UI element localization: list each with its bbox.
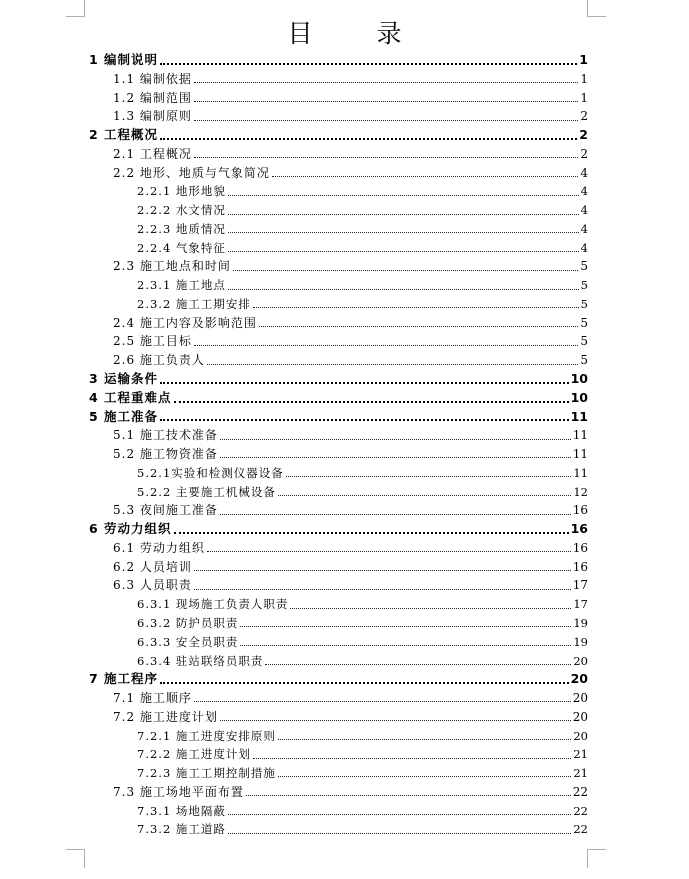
- toc-entry[interactable]: [89, 539, 588, 558]
- toc-entry[interactable]: [89, 595, 588, 614]
- dot-leader: [246, 794, 571, 796]
- toc-entry-page-number: 2: [579, 127, 588, 143]
- toc-entry-page-number: 16: [572, 559, 588, 574]
- toc-entry-label: 7.2.1 施工进度安排原则: [137, 728, 276, 743]
- toc-entry-page-number: 1: [579, 52, 588, 67]
- toc-entry[interactable]: [89, 51, 588, 70]
- toc-entry[interactable]: [89, 670, 588, 689]
- dot-leader: [290, 607, 571, 609]
- toc-entry[interactable]: [89, 764, 588, 783]
- toc-entry-label: 1.1 编制依据: [113, 71, 192, 86]
- toc-entry-page-number: 22: [573, 803, 588, 818]
- toc-entry-label: 7.3.1 场地隔蔽: [137, 803, 226, 818]
- toc-entry[interactable]: [89, 576, 588, 595]
- toc-entry[interactable]: [89, 107, 588, 126]
- toc-entry-label: 5.3 夜间施工准备: [113, 503, 218, 518]
- toc-entry-page-number: 10: [570, 371, 588, 387]
- toc-entry-page-number: 20: [572, 709, 588, 724]
- toc-entry-page-number: 11: [572, 428, 588, 443]
- toc-entry-label: 5 施工准备: [89, 408, 159, 424]
- toc-entry[interactable]: [89, 276, 588, 295]
- toc-entry[interactable]: [89, 802, 588, 821]
- dot-leader: [207, 363, 578, 365]
- toc-entry-label: 1.3 编制原则: [113, 109, 192, 124]
- toc-entry[interactable]: [89, 332, 588, 351]
- dot-leader: [160, 381, 569, 384]
- toc-entry-label: 7.3 施工场地平面布置: [113, 784, 244, 799]
- toc-title: 目 录: [287, 19, 430, 48]
- dot-leader: [265, 663, 571, 665]
- toc-entry-label: 1.2 编制范围: [113, 90, 192, 105]
- toc-entry-page-number: 10: [570, 389, 588, 405]
- toc-entry-page-number: 17: [572, 578, 588, 593]
- toc-entry-label: 5.2.2 主要施工机械设备: [137, 484, 276, 499]
- dot-leader: [220, 513, 571, 515]
- dot-leader: [160, 681, 569, 684]
- toc-entry[interactable]: [89, 614, 588, 633]
- dot-leader: [194, 81, 578, 83]
- dot-leader: [160, 137, 577, 140]
- toc-entry[interactable]: [89, 257, 588, 276]
- dot-leader: [194, 344, 578, 346]
- dot-leader: [228, 194, 579, 196]
- toc-entry-page-number: 20: [572, 691, 588, 706]
- toc-entry[interactable]: [89, 239, 588, 258]
- toc-entry-label: 4 工程重难点: [89, 389, 172, 405]
- dot-leader: [233, 269, 578, 271]
- toc-entry[interactable]: [89, 89, 588, 108]
- toc-entry[interactable]: [89, 558, 588, 577]
- toc-entry-label: 7 施工程序: [89, 671, 159, 687]
- toc-entry[interactable]: [89, 633, 588, 652]
- toc-entry-label: 2.3 施工地点和时间: [113, 259, 231, 274]
- dot-leader: [228, 213, 579, 215]
- toc-entry[interactable]: [89, 727, 588, 746]
- toc-entry-page-number: 5: [580, 334, 588, 349]
- toc-entry-label: 6.3.3 安全员职责: [137, 634, 239, 649]
- toc-entry-label: 2.6 施工负责人: [113, 353, 205, 368]
- toc-entry[interactable]: [89, 145, 588, 164]
- toc-entry-label: 2.2.3 地质情况: [137, 221, 226, 236]
- toc-entry[interactable]: [89, 520, 588, 539]
- toc-entry[interactable]: [89, 689, 588, 708]
- toc-entry-label: 7.3.2 施工道路: [137, 822, 226, 837]
- toc-entry-label: 7.2 施工进度计划: [113, 709, 218, 724]
- dot-leader: [194, 700, 571, 702]
- crop-mark-bottom-right: [587, 849, 606, 868]
- toc-entry-label: 6.3.2 防护员职责: [137, 615, 239, 630]
- dot-leader: [194, 569, 571, 571]
- dot-leader: [174, 531, 569, 534]
- dot-leader: [228, 832, 571, 834]
- toc-entry-page-number: 22: [572, 784, 588, 799]
- dot-leader: [160, 62, 577, 65]
- toc-entry[interactable]: [89, 70, 588, 89]
- toc-entry[interactable]: [89, 314, 588, 333]
- toc-entry[interactable]: [89, 464, 588, 483]
- toc-entry-page-number: 4: [580, 184, 588, 199]
- toc-entry-page-number: 21: [573, 747, 588, 762]
- table-of-contents: [89, 51, 588, 839]
- toc-entry[interactable]: [89, 126, 588, 145]
- dot-leader: [278, 494, 571, 496]
- toc-entry-page-number: 20: [570, 671, 588, 687]
- toc-entry-label: 6.2 人员培训: [113, 559, 192, 574]
- toc-entry-label: 7.2.3 施工工期控制措施: [137, 766, 276, 781]
- dot-leader: [286, 475, 572, 477]
- toc-entry-page-number: 4: [580, 203, 588, 218]
- toc-entry-label: 2.2 地形、地质与气象简况: [113, 165, 270, 180]
- dot-leader: [253, 757, 571, 759]
- toc-entry-label: 2.1 工程概况: [113, 146, 192, 161]
- toc-entry-label: 3 运输条件: [89, 371, 159, 387]
- toc-entry-page-number: 4: [580, 221, 588, 236]
- toc-entry-label: 2.5 施工目标: [113, 334, 192, 349]
- toc-entry-page-number: 5: [580, 353, 588, 368]
- dot-leader: [228, 288, 579, 290]
- toc-entry-page-number: 19: [573, 634, 588, 649]
- toc-entry[interactable]: [89, 164, 588, 183]
- toc-entry-page-number: 1: [580, 71, 588, 86]
- toc-entry[interactable]: [89, 445, 588, 464]
- toc-entry[interactable]: [89, 351, 588, 370]
- toc-entry[interactable]: [89, 182, 588, 201]
- dot-leader: [253, 306, 579, 308]
- toc-entry-label: 2.2.1 地形地貌: [137, 184, 226, 199]
- toc-entry-page-number: 11: [572, 447, 588, 462]
- toc-entry-page-number: 21: [573, 766, 588, 781]
- toc-entry-page-number: 19: [573, 615, 588, 630]
- toc-entry[interactable]: [89, 783, 588, 802]
- toc-entry-page-number: 5: [580, 259, 588, 274]
- toc-entry-label: 1 编制说明: [89, 52, 159, 67]
- toc-entry-label: 5.1 施工技术准备: [113, 428, 218, 443]
- toc-entry-label: 6.1 劳动力组织: [113, 540, 205, 555]
- toc-entry-label: 5.2 施工物资准备: [113, 447, 218, 462]
- toc-entry-label: 6.3 人员职责: [113, 578, 192, 593]
- toc-entry[interactable]: [89, 220, 588, 239]
- dot-leader: [228, 231, 579, 233]
- toc-entry-page-number: 5: [580, 278, 588, 293]
- toc-entry-page-number: 4: [580, 165, 588, 180]
- toc-entry-page-number: 16: [572, 503, 588, 518]
- toc-entry-page-number: 22: [573, 822, 588, 837]
- toc-entry-page-number: 11: [570, 408, 588, 424]
- crop-mark-bottom-left: [66, 849, 85, 868]
- toc-entry-page-number: 12: [573, 484, 588, 499]
- toc-entry-label: 7.1 施工顺序: [113, 691, 192, 706]
- dot-leader: [259, 325, 578, 327]
- toc-entry[interactable]: [89, 201, 588, 220]
- dot-leader: [174, 400, 569, 403]
- dot-leader: [272, 175, 578, 177]
- toc-entry[interactable]: [89, 483, 588, 502]
- toc-entry[interactable]: [89, 820, 588, 839]
- toc-entry-label: 6 劳动力组织: [89, 521, 172, 537]
- dot-leader: [220, 456, 571, 458]
- toc-entry-label: 6.3.1 现场施工负责人职责: [137, 597, 289, 612]
- toc-entry-page-number: 16: [572, 540, 588, 555]
- toc-entry-page-number: 5: [580, 296, 588, 311]
- toc-entry-page-number: 20: [573, 653, 588, 668]
- toc-entry-label: 2.4 施工内容及影响范围: [113, 315, 257, 330]
- dot-leader: [220, 438, 571, 440]
- toc-entry[interactable]: [89, 652, 588, 671]
- toc-entry-label: 2.3.2 施工工期安排: [137, 296, 251, 311]
- toc-entry-label: 2.3.1 施工地点: [137, 278, 226, 293]
- dot-leader: [278, 775, 571, 777]
- toc-entry[interactable]: [89, 708, 588, 727]
- dot-leader: [207, 550, 571, 552]
- toc-entry[interactable]: [89, 745, 588, 764]
- toc-entry[interactable]: [89, 295, 588, 314]
- toc-entry-page-number: 2: [580, 146, 588, 161]
- toc-entry-label: 7.2.2 施工进度计划: [137, 747, 251, 762]
- toc-entry-page-number: 4: [580, 240, 588, 255]
- toc-entry-page-number: 5: [580, 315, 588, 330]
- dot-leader: [228, 250, 579, 252]
- toc-entry[interactable]: [89, 501, 588, 520]
- toc-entry[interactable]: [89, 389, 588, 408]
- toc-entry[interactable]: [89, 426, 588, 445]
- dot-leader: [194, 100, 578, 102]
- toc-entry-page-number: 2: [580, 109, 588, 124]
- dot-leader: [160, 418, 569, 421]
- dot-leader: [194, 119, 578, 121]
- dot-leader: [194, 156, 578, 158]
- toc-entry-label: 6.3.4 驻站联络员职责: [137, 653, 264, 668]
- dot-leader: [220, 719, 571, 721]
- toc-entry[interactable]: [89, 370, 588, 389]
- toc-entry-label: 5.2.1实验和检测仪器设备: [137, 465, 284, 480]
- toc-entry-page-number: 16: [570, 521, 588, 537]
- toc-entry-page-number: 1: [580, 90, 588, 105]
- toc-entry-page-number: 20: [573, 728, 588, 743]
- toc-entry-page-number: 17: [573, 597, 588, 612]
- dot-leader: [240, 625, 571, 627]
- toc-entry[interactable]: [89, 408, 588, 427]
- dot-leader: [194, 588, 571, 590]
- dot-leader: [228, 813, 571, 815]
- dot-leader: [240, 644, 571, 646]
- dot-leader: [278, 738, 571, 740]
- toc-entry-page-number: 11: [573, 465, 588, 480]
- toc-entry-label: 2 工程概况: [89, 127, 159, 143]
- toc-entry-label: 2.2.4 气象特征: [137, 240, 226, 255]
- toc-entry-label: 2.2.2 水文情况: [137, 203, 226, 218]
